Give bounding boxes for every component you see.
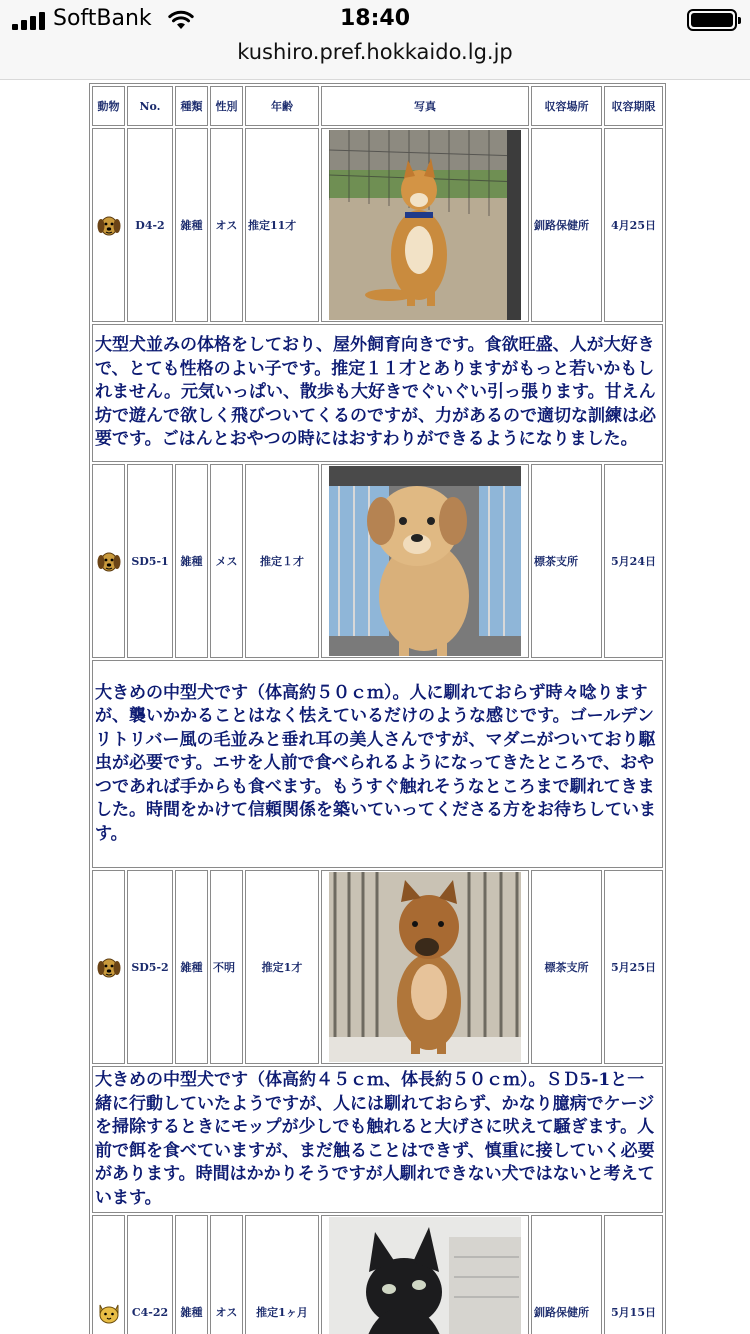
animal-type-cell xyxy=(92,1215,125,1334)
table-row xyxy=(92,870,663,1064)
table-row xyxy=(92,1215,663,1334)
description-row xyxy=(92,660,663,868)
animal-kind: 雑種 xyxy=(175,128,208,322)
animal-description: 大きめの中型犬です（体高約４５ｃｍ、体長約５０ｃｍ）。ＳＤ5-1と一緒に行動していたようですが、人には馴れておらず、かなり臆病でケージを掃除するときにモップが少しでも触れると大げさに吠えて騒ぎます。人前で餌を食べていますが、まだ触ることはできず、慎重に接していく必要があります。時間はかかりそうですが人馴れできない犬ではないと考えています。 xyxy=(92,1066,663,1213)
animal-kind: 雑種 xyxy=(175,1215,208,1334)
animal-location: 標茶支所 xyxy=(531,464,602,658)
dog-photo-brown[interactable] xyxy=(329,872,521,1062)
header-age: 年齢 xyxy=(245,86,319,126)
animal-age: 推定1才 xyxy=(245,870,319,1064)
animal-sex: 不明 xyxy=(210,870,243,1064)
header-deadline: 収容期限 xyxy=(604,86,663,126)
animal-table xyxy=(89,83,666,1334)
animal-deadline: 5月25日 xyxy=(604,870,663,1064)
photo-cell xyxy=(321,464,529,658)
header-kind: 種類 xyxy=(175,86,208,126)
dog-icon xyxy=(96,212,122,238)
animal-deadline: 5月15日 xyxy=(604,1215,663,1334)
header-no: No. xyxy=(127,86,173,126)
animal-type-cell xyxy=(92,128,125,322)
cat-icon xyxy=(96,1299,122,1325)
description-row xyxy=(92,324,663,462)
header-sex: 性別 xyxy=(210,86,243,126)
animal-age: 推定１才 xyxy=(245,464,319,658)
animal-no: C4-22 xyxy=(127,1215,173,1334)
header-animal: 動物 xyxy=(92,86,125,126)
header-photo: 写真 xyxy=(321,86,529,126)
animal-age: 推定1ヶ月 xyxy=(245,1215,319,1334)
dog-icon xyxy=(96,548,122,574)
dog-photo-golden[interactable] xyxy=(329,466,521,656)
animal-sex: オス xyxy=(210,1215,243,1334)
animal-kind: 雑種 xyxy=(175,870,208,1064)
status-bar xyxy=(0,0,750,40)
animal-description: 大型犬並みの体格をしており、屋外飼育向きです。食欲旺盛、人が大好きで、とても性格のよい子です。推定１１才とありますがもっと若いかもしれません。元気いっぱい、散歩も大好きでぐいぐい引っ張ります。甘えん坊で遊んで欲しく飛びついてくるのですが、力があるので適切な訓練は必要です。ごはんとおやつの時にはおすわりができるようになりました。 xyxy=(92,324,663,462)
battery-icon xyxy=(687,9,737,31)
animal-no: SD5-2 xyxy=(127,870,173,1064)
header-location: 収容場所 xyxy=(531,86,602,126)
dog-photo-shiba[interactable] xyxy=(329,130,521,320)
photo-cell xyxy=(321,1215,529,1334)
photo-cell xyxy=(321,870,529,1064)
description-row xyxy=(92,1066,663,1213)
animal-no: SD5-1 xyxy=(127,464,173,658)
animal-sex: オス xyxy=(210,128,243,322)
cat-photo-black[interactable] xyxy=(329,1217,521,1334)
animal-no: D4-2 xyxy=(127,128,173,322)
photo-cell xyxy=(321,128,529,322)
animal-description: 大きめの中型犬です（体高約５０ｃｍ）。人に馴れておらず時々唸りますが、襲いかかることはなく怯えているだけのような感じです。ゴールデンリトリバー風の毛並みと垂れ耳の美人さんですが、マダニがついており駆虫が必要です。エサを人前で食べられるようになってきたところで、おやつであれば手からも食べます。もうすぐ触れそうなところまで馴れてきました。時間をかけて信頼関係を築いていってくださる方をお待ちしています。 xyxy=(92,660,663,868)
animal-deadline: 5月24日 xyxy=(604,464,663,658)
animal-location: 釧路保健所 xyxy=(531,128,602,322)
animal-location: 標茶支所 xyxy=(531,870,602,1064)
clock: 18:40 xyxy=(339,6,411,31)
dog-icon xyxy=(96,954,122,980)
animal-type-cell xyxy=(92,464,125,658)
page-content xyxy=(89,83,662,1334)
animal-deadline: 4月25日 xyxy=(604,128,663,322)
animal-kind: 雑種 xyxy=(175,464,208,658)
animal-age: 推定11才 xyxy=(245,128,319,322)
animal-type-cell xyxy=(92,870,125,1064)
animal-location: 釧路保健所 xyxy=(531,1215,602,1334)
carrier-name: SoftBank xyxy=(53,6,152,31)
table-header-row xyxy=(92,86,663,126)
table-row xyxy=(92,464,663,658)
address-bar[interactable]: kushiro.pref.hokkaido.lg.jp xyxy=(237,40,513,64)
table-row xyxy=(92,128,663,322)
browser-top-bar xyxy=(0,0,750,80)
animal-sex: メス xyxy=(210,464,243,658)
